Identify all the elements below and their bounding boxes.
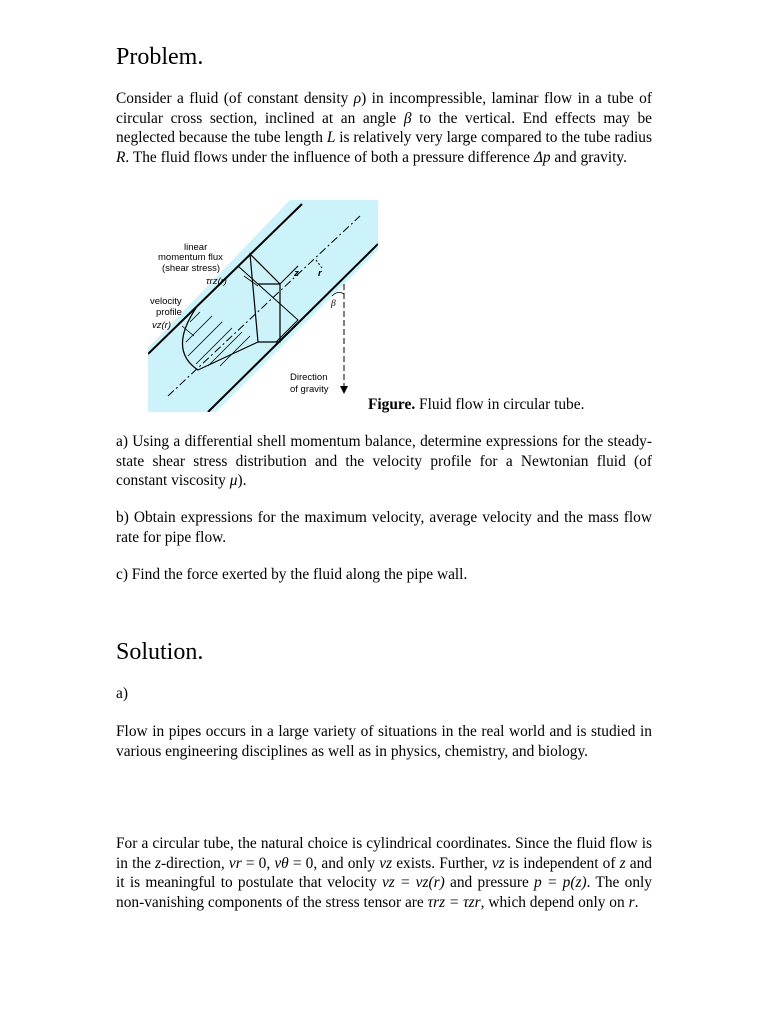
figure-caption: Figure. Fluid flow in circular tube. xyxy=(368,396,585,413)
gravity-label-1: Direction xyxy=(290,372,328,383)
part-c: c) Find the force exerted by the fluid along the pipe wall. xyxy=(116,566,468,583)
flux-label-1: linear xyxy=(184,242,208,253)
gravity-arrowhead xyxy=(340,386,348,394)
gravity-label-2: of gravity xyxy=(290,384,329,395)
part-b: b) Obtain expressions for the maximum velocity, average velocity and the mass flow rate for pipe flow. xyxy=(116,509,652,546)
velocity-label-1: velocity xyxy=(150,296,182,307)
inclined-tube-figure xyxy=(148,200,378,412)
solution-para-1: Flow in pipes occurs in a large variety of situations in the real world and is studied in various engineering disciplines as well as in physics, chemistry, and biology. xyxy=(116,723,652,760)
velocity-label-2: profile xyxy=(156,307,182,318)
part-a: a) Using a differential shell momentum balance, determine expressions for the steady-state shear stress distribution and the velocity profile for a Newtonian fluid (of constant viscosity μ). xyxy=(116,433,652,489)
r-label: r xyxy=(318,268,322,279)
problem-intro: Consider a fluid (of constant density ρ) in incompressible, laminar flow in a tube of circular cross section, inclined at an angle β to the vertical. End effects may be neglected because the tube length L is relatively very large compared to the tube radius R. The fluid flows under the influence of both a pressure difference Δp and gravity. xyxy=(116,90,652,166)
beta-label: β xyxy=(331,299,336,309)
flux-label-2: momentum flux xyxy=(158,252,223,263)
flux-label-3: (shear stress) xyxy=(162,263,221,274)
solution-subpart-a: a) xyxy=(116,685,128,702)
problem-heading: Problem. xyxy=(116,44,204,70)
vz-label: vz(r) xyxy=(152,320,171,331)
solution-para-2: For a circular tube, the natural choice is cylindrical coordinates. Since the fluid flow is in the z-direction, vr = 0, vθ = 0, and only vz exists. Further, vz is independent of z and it is meaningful to postulate that velocity vz = vz(r) and pressure p = p(z). The only non-vanishing components of the stress tensor are τrz = τzr, which depend only on r. xyxy=(116,835,652,911)
solution-heading: Solution. xyxy=(116,639,204,665)
tau-label: τrz(r) xyxy=(206,276,227,287)
z-label: z xyxy=(294,268,299,279)
